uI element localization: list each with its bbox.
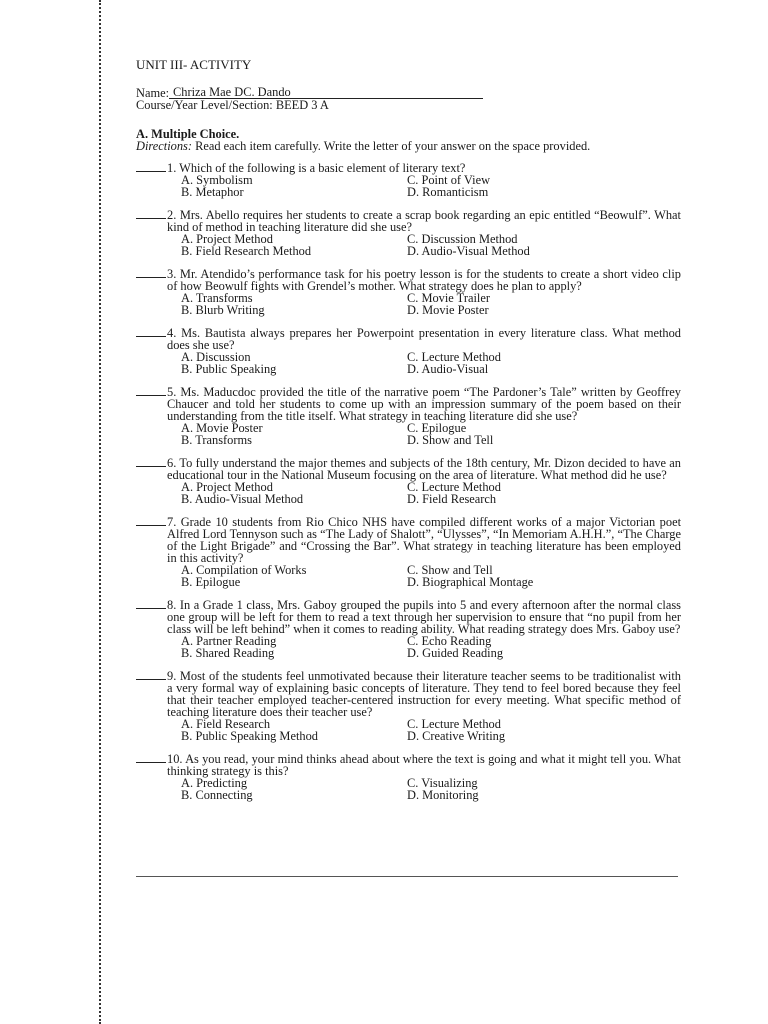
section-heading: A. Multiple Choice.: [136, 127, 240, 141]
answer-option: A. Project Method: [181, 480, 273, 494]
question-number: 4.: [167, 326, 182, 340]
answer-option: B. Public Speaking Method: [181, 729, 318, 743]
question-list: [136, 162, 681, 801]
question-text: Ms. Maducdoc provided the title of the narrative poem “The Pardoner’s Tale” written by Geoffrey Chaucer and told her students to come up with an impression summary of the poem based on their understanding from the title itself. What strategy in teaching literature did she use?: [167, 385, 681, 423]
answer-option: A. Predicting: [181, 776, 248, 790]
question-item: [136, 327, 681, 375]
question-body: [167, 327, 681, 375]
answer-option: D. Movie Poster: [407, 303, 489, 317]
answer-blank[interactable]: [136, 670, 166, 680]
question-stem: [167, 457, 681, 481]
answer-blank[interactable]: [136, 516, 166, 526]
option-grid: [181, 422, 681, 446]
answer-blank[interactable]: [136, 753, 166, 763]
answer-option: D. Romanticism: [407, 185, 489, 199]
answer-option: A. Field Research: [181, 717, 271, 731]
question-item: [136, 516, 681, 588]
question-text: Most of the students feel unmotivated because their literature teacher seems to be traditionalist with a very formal way of explaining basic concepts of literature. They tend to feel bored because they feel that their teacher employed teacher-centered instruction for every meeting. What specific method of teaching literature does their teacher use?: [167, 669, 681, 719]
answer-option: B. Blurb Writing: [181, 303, 265, 317]
answer-option: C. Echo Reading: [407, 634, 492, 648]
answer-option: C. Lecture Method: [407, 350, 501, 364]
option-grid: [181, 233, 681, 257]
question-text: Ms. Bautista always prepares her Powerpoint presentation in every literature class. What method does she use?: [167, 326, 681, 352]
answer-option: A. Project Method: [181, 232, 273, 246]
question-item: [136, 268, 681, 316]
answer-option: B. Metaphor: [181, 185, 244, 199]
question-number: 5.: [167, 385, 181, 399]
directions-label: Directions:: [136, 139, 192, 153]
directions-text: Read each item carefully. Write the letter of your answer on the space provided.: [195, 139, 591, 153]
question-stem: [167, 670, 681, 718]
question-number: 1.: [167, 161, 180, 175]
question-item: [136, 457, 681, 505]
option-grid: [181, 635, 681, 659]
question-item: [136, 209, 681, 257]
question-stem: [167, 599, 681, 635]
option-grid: [181, 564, 681, 588]
answer-option: C. Epilogue: [407, 421, 467, 435]
answer-option: D. Show and Tell: [407, 433, 494, 447]
question-number: 10.: [167, 752, 186, 766]
option-grid: [181, 777, 681, 801]
answer-option: A. Movie Poster: [181, 421, 263, 435]
answer-option: B. Shared Reading: [181, 646, 275, 660]
question-number: 9.: [167, 669, 180, 683]
question-body: [167, 599, 681, 659]
answer-blank[interactable]: [136, 162, 166, 172]
question-item: [136, 162, 681, 198]
answer-option: A. Compilation of Works: [181, 563, 307, 577]
question-stem: [167, 386, 681, 422]
question-text: Which of the following is a basic element of literary text?: [179, 161, 466, 175]
question-body: [167, 209, 681, 257]
answer-option: C. Show and Tell: [407, 563, 493, 577]
question-item: [136, 386, 681, 446]
answer-option: D. Creative Writing: [407, 729, 506, 743]
name-label: Name:: [136, 86, 170, 100]
option-grid: [181, 292, 681, 316]
answer-blank[interactable]: [136, 599, 166, 609]
question-text: Mrs. Abello requires her students to create a scrap book regarding an epic entitled “Beowulf”. What kind of method in teaching literature did she use?: [167, 208, 681, 234]
question-text: In a Grade 1 class, Mrs. Gaboy grouped the pupils into 5 and every afternoon after the normal class one group will be left for them to read a text through her supervision to ensure that “no pupil from her class will be left behind” when it comes to reading ability. What reading strategy does Mrs. Gaboy use?: [167, 598, 681, 636]
question-number: 6.: [167, 456, 180, 470]
name-field: Chriza Mae DC. Dando: [169, 87, 483, 99]
question-stem: [167, 209, 681, 233]
question-number: 2.: [167, 208, 180, 222]
question-item: [136, 599, 681, 659]
answer-option: A. Symbolism: [181, 173, 253, 187]
option-grid: [181, 718, 681, 742]
question-body: [167, 386, 681, 446]
directions: [136, 140, 681, 152]
question-number: 8.: [167, 598, 180, 612]
question-stem: [167, 516, 681, 564]
course-value: BEED 3 A: [275, 98, 329, 112]
question-body: [167, 457, 681, 505]
question-stem: [167, 327, 681, 351]
answer-option: B. Connecting: [181, 788, 253, 802]
course-line: [136, 99, 681, 111]
question-text: Mr. Atendido’s performance task for his poetry lesson is for the students to create a short video clip of how Beowulf fights with Grendel’s mother. What strategy does he plan to apply?: [167, 267, 681, 293]
answer-option: A. Transforms: [181, 291, 253, 305]
question-body: [167, 162, 681, 198]
answer-blank[interactable]: [136, 209, 166, 219]
answer-blank[interactable]: [136, 386, 166, 396]
answer-option: D. Audio-Visual: [407, 362, 489, 376]
answer-blank[interactable]: [136, 327, 166, 337]
answer-option: D. Monitoring: [407, 788, 479, 802]
question-stem: [167, 753, 681, 777]
answer-blank[interactable]: [136, 457, 166, 467]
answer-option: D. Audio-Visual Method: [407, 244, 530, 258]
answer-option: C. Movie Trailer: [407, 291, 490, 305]
answer-option: C. Lecture Method: [407, 717, 501, 731]
answer-option: A. Partner Reading: [181, 634, 277, 648]
answer-option: B. Transforms: [181, 433, 252, 447]
margin-dotted-line: [99, 0, 101, 1024]
question-body: [167, 670, 681, 742]
question-text: To fully understand the major themes and subjects of the 18th century, Mr. Dizon decided to have an educational tour in the National Museum focusing on the area of literature. What method did he use?: [167, 456, 682, 482]
option-grid: [181, 174, 681, 198]
answer-option: D. Field Research: [407, 492, 497, 506]
answer-option: B. Epilogue: [181, 575, 241, 589]
answer-option: B. Public Speaking: [181, 362, 277, 376]
answer-option: B. Field Research Method: [181, 244, 312, 258]
answer-option: C. Point of View: [407, 173, 491, 187]
question-body: [167, 268, 681, 316]
answer-option: A. Discussion: [181, 350, 251, 364]
answer-option: C. Discussion Method: [407, 232, 518, 246]
option-grid: [181, 351, 681, 375]
question-number: 7.: [167, 515, 181, 529]
answer-option: C. Lecture Method: [407, 480, 501, 494]
answer-option: B. Audio-Visual Method: [181, 492, 304, 506]
question-item: [136, 753, 681, 801]
answer-blank[interactable]: [136, 268, 166, 278]
answer-option: D. Guided Reading: [407, 646, 504, 660]
bottom-rule: [136, 876, 678, 877]
question-stem: [167, 268, 681, 292]
question-item: [136, 670, 681, 742]
question-number: 3.: [167, 267, 180, 281]
question-text: Grade 10 students from Rio Chico NHS have compiled different works of a major Victorian poet Alfred Lord Tennyson such as “The Lady of Shalott”, “Ulysses”, “In Memoriam A.H.H.”, “The Charge of the Light Brigade” and “Crossing the Bar”. What strategy in teaching literature has been employed in this activity?: [167, 515, 682, 565]
course-label: Course/Year Level/Section:: [136, 98, 273, 112]
option-grid: [181, 481, 681, 505]
question-body: [167, 753, 681, 801]
answer-option: C. Visualizing: [407, 776, 478, 790]
activity-page: [136, 58, 681, 812]
page-title: UNIT III- ACTIVITY: [136, 57, 252, 72]
question-text: As you read, your mind thinks ahead about where the text is going and what it might tell you. What thinking strategy is this?: [167, 752, 681, 778]
answer-option: D. Biographical Montage: [407, 575, 534, 589]
question-body: [167, 516, 681, 588]
